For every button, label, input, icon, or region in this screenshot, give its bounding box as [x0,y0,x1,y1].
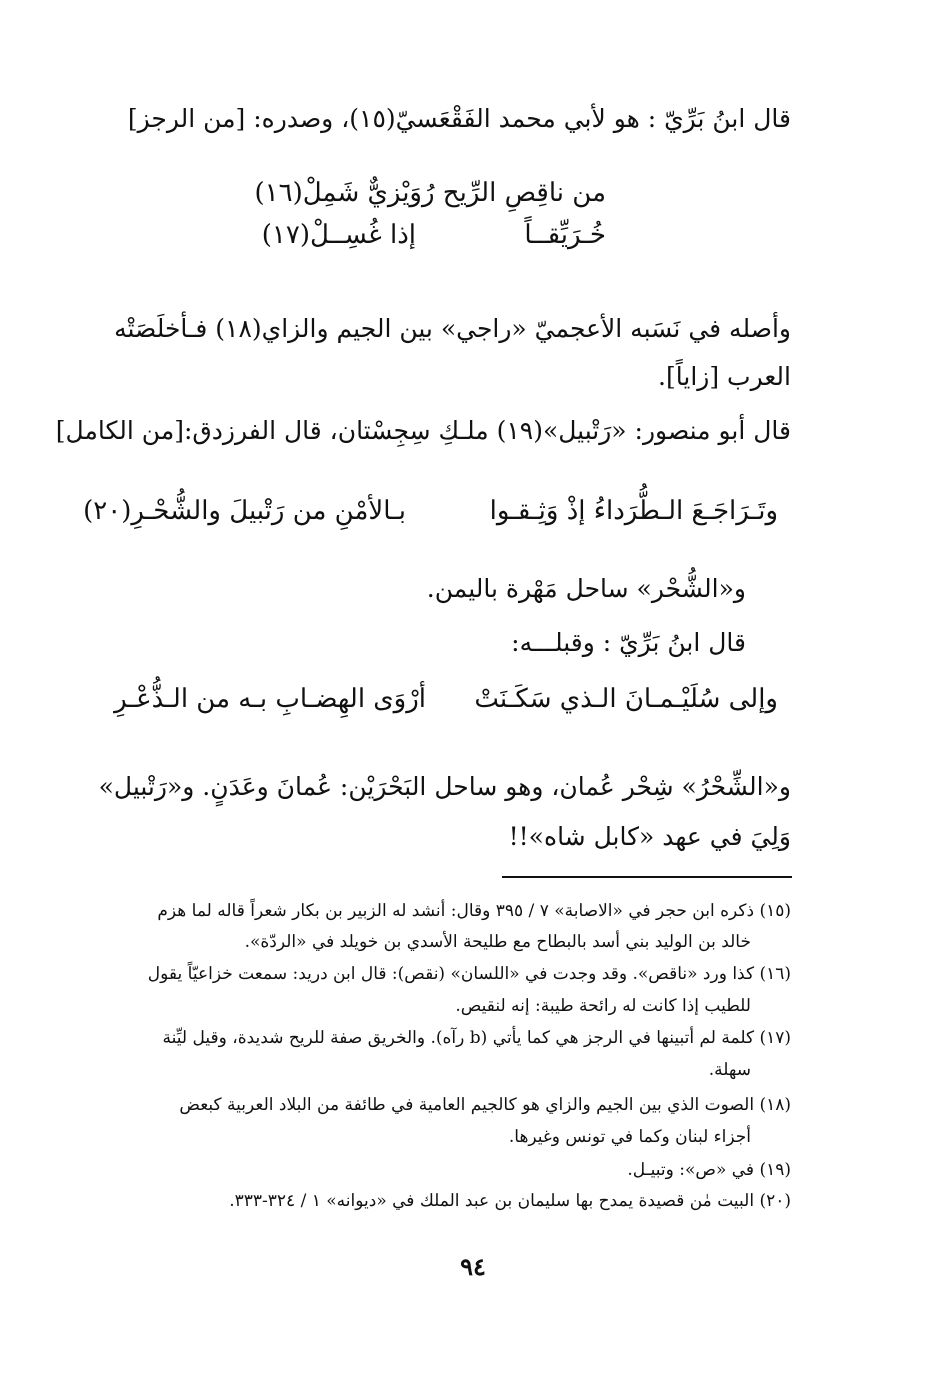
verse3-left-hemistich: أرْوَى الهِضـابِ بـه من الـذُّعْـرِ [114,684,426,714]
body-paragraph-shihr-line2: وَلِيَ في عهد «كابل شاه»!! [508,822,791,851]
footnote-18-line2: أجزاء لبنان وكما في تونس وغيرها. [508,1127,751,1147]
footnote-17-line1: (١٧) كلمة لم أتبينها في الرجز هي كما يأتي (b رآه). والخريق صفة للريح شديدة، وقيل ليِّنة [162,1028,791,1048]
footnote-15-line1: (١٥) ذكره ابن حجر في «الاصابة» ٧ / ٣٩٥ وقال: أنشد له الزبير بن بكار شعراً قاله لما هزم [157,901,791,921]
verse1-line1: من ناقِصِ الرِّيح رُوَيْزيٌّ شَمِلْ(١٦) [254,178,606,208]
footnote-18-line1: (١٨) الصوت الذي بين الجيم والزاي هو كالجيم العامية في طائفة من البلاد العربية كبعض [179,1095,791,1115]
footnote-16-line1: (١٦) كذا ورد «ناقص». وقد وجدت في «اللسان» (نقص): قال ابن دريد: سمعت خزاعيّاً يقول [147,964,791,984]
page-number: ٩٤ [460,1252,486,1281]
verse2-left-hemistich: بـالأمْنِ من رَتْبيلَ والشُّحْـرِ(٢٠) [83,496,406,526]
footnote-16-line2: للطيب إذا كانت له رائحة طيبة: إنه لنقيص. [455,996,751,1016]
footnote-17-line2: سهلة. [708,1060,751,1080]
body-line-shihr: و«الشُّحْر» ساحل مَهْرة باليمن. [426,574,746,603]
verse1-line2-part1: خُـرَيِّقــاً [524,220,606,250]
body-line-ibn-barri: قال ابنُ بَرِّيّ : وقبلـــه: [511,628,746,657]
verse2-right-hemistich: وتَـرَاجَـعَ الـطُّرَداءُ إذْ وَثِـقـوا [489,496,778,526]
body-line-abu-mansur: قال أبو منصور: «رَتْبيل»(١٩) ملـكِ سِجِسْتان، قال الفرزدق:[من الكامل] [55,416,791,445]
footnote-20: (٢٠) البيت مٰن قصيدة يمدح بها سليمان بن عبد الملك في «ديوانه» ١ / ٣٢٤-٣٣٣. [229,1191,791,1211]
body-paragraph-origin-line1: وأصله في نَسَبه الأعجميّ «راجي» بين الجيم والزاي(١٨) فـأخلَصَتْه [114,314,791,343]
body-paragraph-origin-line2: العرب [زاياً]. [658,362,791,391]
verse1-line2-part2: إذا غُسِــلْ(١٧) [261,220,416,250]
body-paragraph-shihr-line1: و«الشِّحْرُ» شِحْر عُمان، وهو ساحل البَحْرَيْن: عُمانَ وعَدَنٍ. و«رَتْبيل» [98,772,791,801]
body-line-attribution: قال ابنُ بَرِّيّ : هو لأبي محمد الفَقْعَسيّ(١٥)، وصدره: [من الرجز] [127,104,791,133]
verse3-right-hemistich: وإلى سُلَيْـمـانَ الـذي سَكَـنَتْ [474,684,778,714]
footnote-15-line2: خالد بن الوليد بني أسد بالبطاح مع طليحة الأسدي بن خويلد في «الردّة». [244,932,751,952]
footnote-19: (١٩) في «ص»: وتبيـل. [627,1160,791,1180]
footnote-separator [502,876,792,878]
